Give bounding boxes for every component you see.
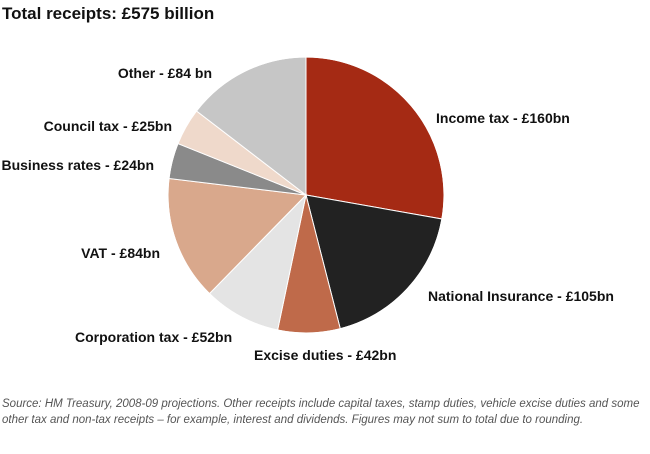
- chart-title: Total receipts: £575 billion: [2, 4, 215, 23]
- slice-label-1: Income tax - £160bn: [436, 110, 570, 126]
- slice-label-7: Council tax - £25bn: [43, 118, 172, 134]
- source-note: Source: HM Treasury, 2008-09 projections. Other receipts include capital taxes, stamp duties, vehicle excise duties and some other tax and non-tax receipts – for example, interest and dividends. Figures may not sum to total due to rounding.: [2, 398, 640, 426]
- slice-label-4: Corporation tax - £52bn: [75, 329, 233, 345]
- pie-slices: [168, 57, 444, 333]
- slice-label-8: Other - £84 bn: [117, 65, 212, 81]
- pie-slice-1: [306, 57, 444, 219]
- slice-label-2: National Insurance - £105bn: [428, 288, 614, 304]
- slice-label-3: Excise duties - £42bn: [254, 347, 397, 363]
- slice-label-6: Business rates - £24bn: [1, 157, 154, 173]
- slice-label-5: VAT - £84bn: [81, 245, 160, 261]
